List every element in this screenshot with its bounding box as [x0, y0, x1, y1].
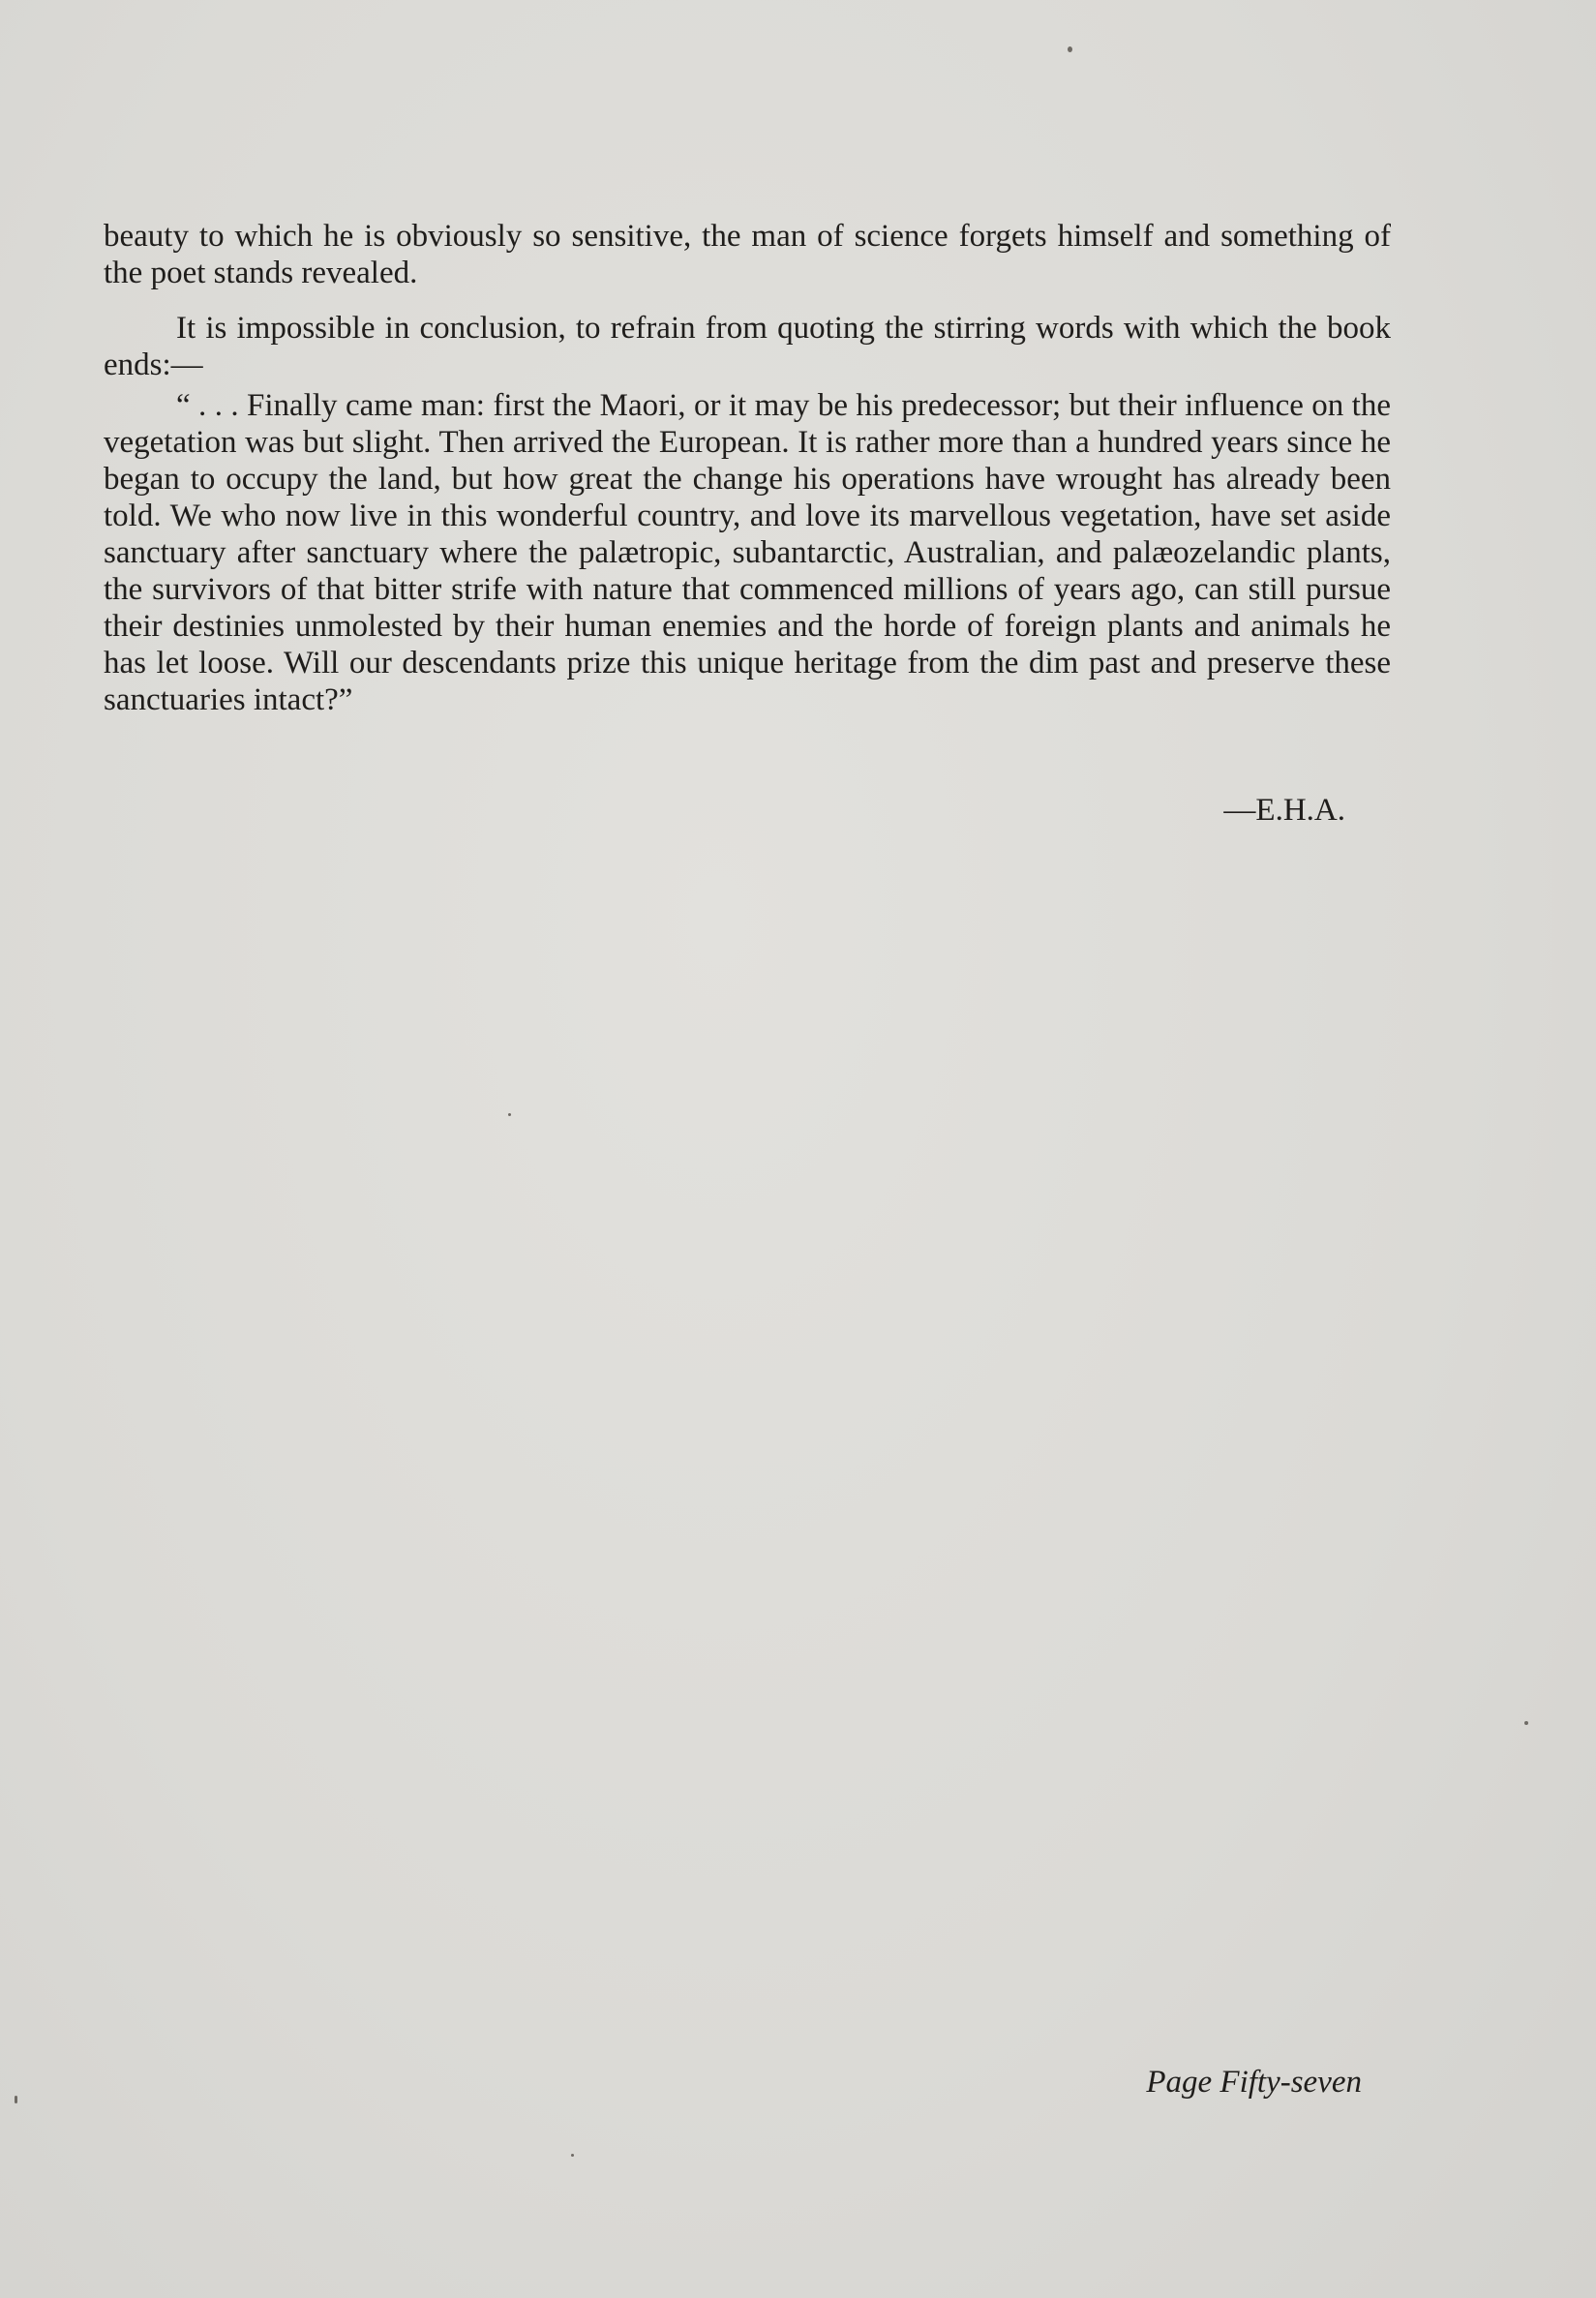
paragraph-quotation: “ . . . Finally came man: first the Maori, or it may be his predecessor; but their influence on the vegetation was but slight. Then arrived the European. It is rather more than a hundred years since he began to occupy the land, but how great the change his operations have wrought has already been told. We who now live in this wonderful country, and love its marvellous vegetation, have set aside sanctuary after sanctuary where the palætropic, subantarctic, Australian, and palæozelandic plants, the survivors of that bitter strife with nature that commenced millions of years ago, can still pursue their destinies unmolested by their human enemies and the horde of foreign plants and animals he has let loose. Will our descendants prize this unique heritage from the dim past and preserve these sanctuaries intact?”: [104, 388, 1391, 717]
paper-speck: [1524, 1721, 1528, 1725]
paper-speck: [1068, 46, 1072, 52]
paragraph-conclusion-intro: It is impossible in conclusion, to refrain from quoting the stirring words with which the book ends:—: [104, 311, 1391, 382]
paper-speck: [508, 1113, 511, 1116]
paper-speck: [571, 2154, 574, 2157]
paragraph-closing-remark: beauty to which he is obviously so sensitive, the man of science forgets himself and something of the poet stands revealed.: [104, 219, 1391, 290]
page-number: Page Fifty-seven: [1146, 2065, 1362, 2100]
paper-speck: [15, 2096, 17, 2103]
author-signature: —E.H.A.: [1223, 793, 1345, 828]
